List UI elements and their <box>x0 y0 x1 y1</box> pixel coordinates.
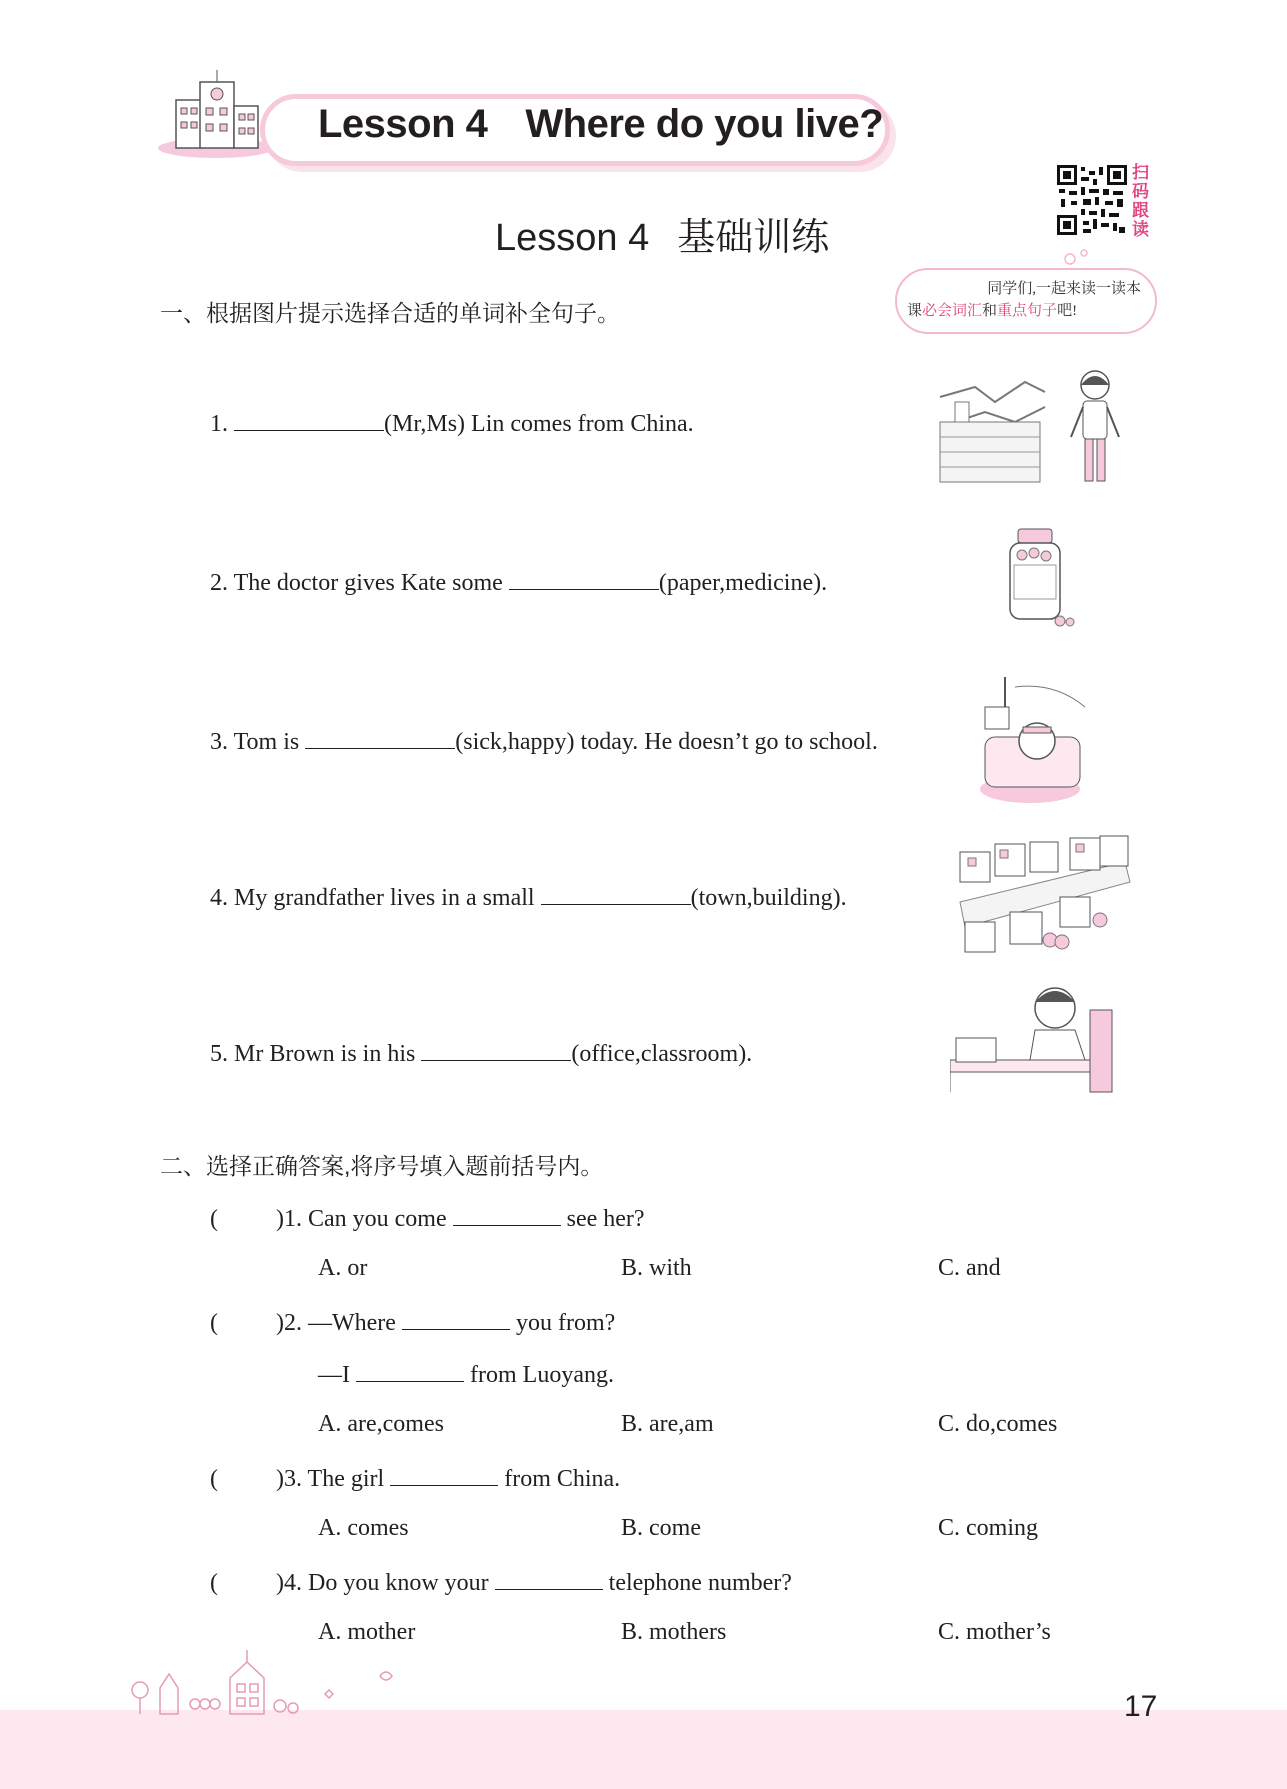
qr-label-char: 扫 <box>1132 163 1149 182</box>
question-text: )1. Can you come <box>276 1206 447 1232</box>
speech-bubble <box>895 268 1157 334</box>
section-1-item-3 <box>210 726 878 756</box>
item-text: 2. The doctor gives Kate some <box>210 570 503 596</box>
qr-label-char: 跟 <box>1132 201 1149 220</box>
answer-blank[interactable] <box>509 567 659 590</box>
section-2-question-3 <box>210 1463 620 1493</box>
small-town-illustration <box>950 832 1135 962</box>
answer-blank <box>402 1307 510 1330</box>
option-a: A. or <box>318 1255 368 1281</box>
option-a: A. are,comes <box>318 1411 444 1437</box>
item-text: (sick,happy) today. He doesn’t go to school. <box>455 729 878 755</box>
bubble-text: 吧! <box>1057 303 1078 319</box>
section-1-item-4 <box>210 882 847 912</box>
option-b: B. mothers <box>621 1619 727 1645</box>
item-text: (Mr,Ms) Lin comes from China. <box>384 411 694 437</box>
section-1-item-1 <box>210 408 694 438</box>
footer-band <box>0 1710 1287 1789</box>
item-text: (paper,medicine). <box>658 570 828 596</box>
city-buildings-illustration <box>156 70 276 160</box>
question-text: telephone number? <box>608 1570 792 1596</box>
section-2-question-2 <box>210 1307 615 1337</box>
question-text: from China. <box>504 1466 621 1492</box>
question-text: )4. Do you know your <box>276 1570 489 1596</box>
lesson-banner <box>160 88 890 164</box>
item-text: (office,classroom). <box>571 1041 753 1067</box>
bubble-tail-icon <box>1062 247 1092 267</box>
scan-to-read-label <box>1132 163 1154 239</box>
section-1-item-5 <box>210 1038 752 1068</box>
answer-blank[interactable] <box>421 1038 571 1061</box>
page-subtitle <box>495 206 829 261</box>
answer-blank[interactable] <box>541 882 691 905</box>
sick-boy-in-bed-illustration <box>975 677 1095 807</box>
answer-blank[interactable] <box>234 408 384 431</box>
option-c: C. mother’s <box>938 1619 1051 1645</box>
subtitle-text: 基础训练 <box>677 217 830 259</box>
item-text: 1. <box>210 411 228 437</box>
answer-paren[interactable]: ( <box>210 1570 218 1596</box>
question-text: )2. —Where <box>276 1310 396 1336</box>
answer-blank <box>390 1463 498 1486</box>
section-2-heading: 二、选择正确答案,将序号填入题前括号内。 <box>160 1153 604 1179</box>
footer-town-illustration <box>125 1648 405 1718</box>
bubble-text: 和 <box>982 303 998 319</box>
subtitle-lesson: Lesson 4 <box>495 217 650 259</box>
question-text: —I <box>318 1362 350 1388</box>
man-at-office-desk-illustration <box>950 980 1120 1095</box>
medicine-bottle-illustration <box>1000 525 1080 630</box>
section-2-question-4 <box>210 1567 792 1597</box>
section-2-question-2-line-2 <box>318 1359 614 1389</box>
question-text: from Luoyang. <box>470 1362 614 1388</box>
option-b: B. come <box>621 1515 701 1541</box>
lesson-title: Where do you live? <box>525 102 884 146</box>
answer-paren[interactable]: ( <box>210 1206 218 1232</box>
bubble-highlight: 重点句子 <box>997 303 1058 319</box>
section-2-question-1 <box>210 1203 645 1233</box>
question-text: )3. The girl <box>276 1466 385 1492</box>
answer-blank <box>356 1359 464 1382</box>
qr-label-char: 码 <box>1132 182 1149 201</box>
answer-paren[interactable]: ( <box>210 1310 218 1336</box>
answer-blank[interactable] <box>305 726 455 749</box>
bubble-line-1: 同学们,一起来读一读本 <box>987 281 1141 297</box>
answer-blank <box>495 1567 603 1590</box>
banner-title <box>318 102 883 147</box>
option-b: B. are,am <box>621 1411 714 1437</box>
great-wall-woman-illustration <box>935 367 1135 492</box>
option-c: C. and <box>938 1255 1001 1281</box>
qr-label-char: 读 <box>1132 220 1149 239</box>
item-text: 5. Mr Brown is in his <box>210 1041 416 1067</box>
option-b: B. with <box>621 1255 692 1281</box>
bubble-line-2 <box>907 303 1077 319</box>
answer-paren[interactable]: ( <box>210 1466 218 1492</box>
section-1-item-2 <box>210 567 827 597</box>
item-text: 4. My grandfather lives in a small <box>210 885 535 911</box>
section-1-heading: 一、根据图片提示选择合适的单词补全句子。 <box>160 300 620 326</box>
question-text: you from? <box>515 1310 616 1336</box>
question-text: see her? <box>566 1206 645 1232</box>
bubble-text: 课 <box>907 303 923 319</box>
lesson-label: Lesson 4 <box>318 102 488 146</box>
option-a: A. comes <box>318 1515 409 1541</box>
item-text: (town,building). <box>690 885 847 911</box>
bubble-highlight: 必会词汇 <box>922 303 983 319</box>
option-c: C. do,comes <box>938 1411 1058 1437</box>
page-number: 17 <box>1124 1690 1158 1723</box>
option-c: C. coming <box>938 1515 1038 1541</box>
answer-blank <box>453 1203 561 1226</box>
item-text: 3. Tom is <box>210 729 300 755</box>
qr-code-icon[interactable] <box>1057 165 1127 235</box>
option-a: A. mother <box>318 1619 416 1645</box>
